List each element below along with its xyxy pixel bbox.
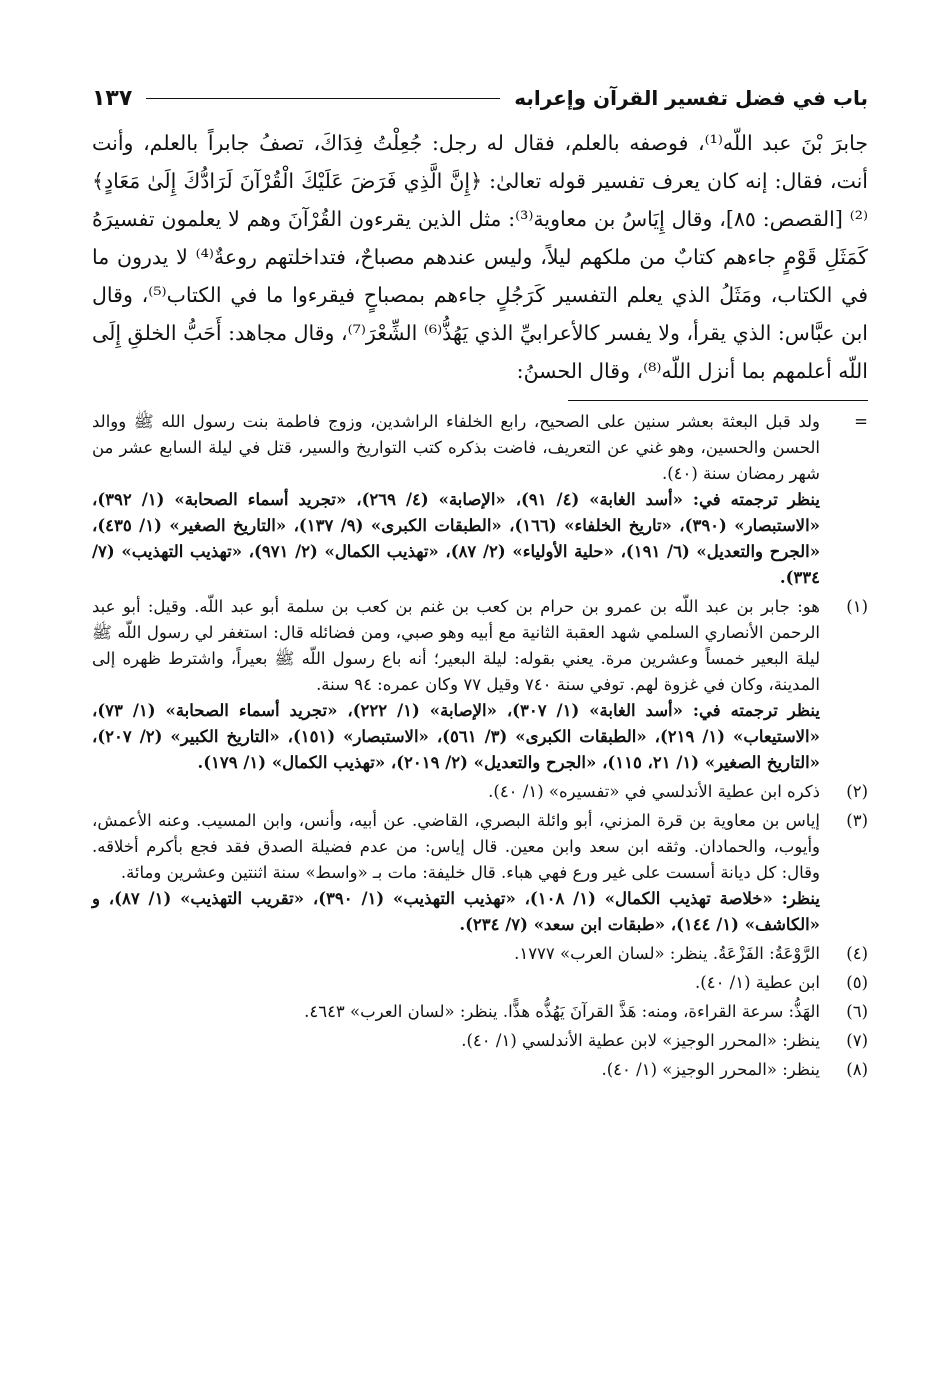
footnote-marker: (٣): [846, 811, 868, 830]
footnote-marker: (١): [846, 597, 868, 616]
footnote-text: ينظر: «المحرر الوجيز» (١/ ٤٠).: [601, 1060, 820, 1079]
footnote-continued: [92, 409, 868, 591]
footnote-3: [92, 808, 868, 938]
footnote-text: الرَّوْعَةُ: الفَزْعَةُ. ينظر: «لسان العرب» ١٧٧٧.: [514, 944, 820, 963]
footnote-marker: (٢): [846, 782, 868, 801]
footnote-references: ينظر: «خلاصة تهذيب الكمال» (١/ ١٠٨)، «تهذيب التهذيب» (١/ ٣٩٠)، «تقريب التهذيب» (١/ ٨٧)، و «الكاشف» (١/ ١٤٤)، «طبقات ابن سعد» (٧/ ٢٣٤).: [92, 889, 821, 934]
footnote-7: [92, 1028, 868, 1054]
page-number: ١٣٧: [92, 85, 133, 111]
footnotes: [92, 409, 868, 1083]
footnote-5: [92, 970, 868, 996]
footnote-separator: [568, 400, 868, 401]
footnote-marker: =: [854, 412, 868, 431]
footnote-marker: (٤): [846, 944, 868, 963]
footnote-text: إياس بن معاوية بن قرة المزني، أبو وائلة البصري، القاضي. عن أبيه، وأنس، وابن المسيب. وعنه الأعمش، وأيوب، والحمادان. وثقه ابن سعد وابن معين. قال إياس: من عدم فضيلة الصدق فقد فجع بأكرم أخلاقه. وقال: كل ديانة أسست على غير ورع فهي هباء. قال خليفة: مات بـ «واسط» سنة اثنتين وعشرين ومائة.: [92, 811, 820, 882]
footnote-text: ينظر: «المحرر الوجيز» لابن عطية الأندلسي (١/ ٤٠).: [461, 1031, 820, 1050]
footnote-text: الهَذُّ: سرعة القراءة، ومنه: هَذَّ القرآنَ يَهُذُّه هذًّا. ينظر: «لسان العرب» ٤٦٤٣.: [304, 1002, 820, 1021]
footnote-1: [92, 594, 868, 776]
footnote-6: [92, 999, 868, 1025]
footnote-4: [92, 941, 868, 967]
footnote-2: [92, 779, 868, 805]
main-text: [92, 124, 868, 390]
page-header: [92, 80, 868, 116]
running-title: باب في فضل تفسير القرآن وإعرابه: [514, 86, 868, 110]
footnote-references: ينظر ترجمته في: «أسد الغابة» (١/ ٣٠٧)، «الإصابة» (١/ ٢٢٢)، «تجريد أسماء الصحابة» (١/ ٧٣)، «الاستيعاب» (١/ ٢١٩)، «الطبقات الكبرى» (٣/ ٥٦١)، «الاستبصار» (١٥١)، «التاريخ الكبير» (٢/ ٢٠٧)، «التاريخ الصغير» (١/ ٢١، ١١٥)، «الجرح والتعديل» (٢/ ٢٠١٩)، «تهذيب الكمال» (١/ ١٧٩).: [92, 701, 821, 772]
footnote-text: ولد قبل البعثة بعشر سنين على الصحيح، رابع الخلفاء الراشدين، وزوج فاطمة بنت رسول الله ﷺ ووالد الحسن والحسين، وهو غني عن التعريف، فاضت بذكره كتب التواريخ والسير، قتل في ليلة السابع عشر من شهر رمضان سنة (٤٠).: [92, 412, 820, 483]
book-page: [92, 80, 868, 1086]
body-paragraph: جابرَ بْنَ عبد اللّه⁽¹⁾، فوصفه بالعلم، فقال له رجل: جُعِلْتُ فِدَاكَ، تصفُ جابراً بالعلم، وأنت أنت، فقال: إنه كان يعرف تفسير قوله تعالىٰ: ﴿إِنَّ الَّذِي فَرَضَ عَلَيْكَ الْقُرْآنَ لَرَادُّكَ إِلَىٰ مَعَادٍ﴾⁽²⁾ [القصص: ٨٥]، وقال إِيَاسُ بن معاوية⁽³⁾: مثل الذين يقرءون القُرْآنَ وهم لا يعلمون تفسيرَهُ كَمَثَلِ قَوْمٍ جاءهم كتابٌ من ملكهم ليلاً، وليس عندهم مصباحٌ، فتداخلتهم روعةٌ⁽⁴⁾ لا يدرون ما في الكتاب، ومَثَلُ الذي يعلم التفسير كَرَجُلٍ جاءهم بمصباحٍ فيقرءوا ما في الكتاب⁽⁵⁾، وقال ابن عبَّاس: الذي يقرأ، ولا يفسر كالأعرابيِّ الذي يَهُذُّ⁽⁶⁾ الشِّعْرَ⁽⁷⁾، وقال مجاهد: أَحَبُّ الخلقِ إِلَى اللّه أعلمهم بما أنزل اللّه⁽⁸⁾، وقال الحسنُ:: [92, 131, 869, 383]
footnote-marker: (٦): [846, 1002, 868, 1021]
header-rule: [146, 98, 500, 99]
footnote-marker: (٨): [846, 1060, 868, 1079]
footnote-marker: (٧): [846, 1031, 868, 1050]
footnote-text: هو: جابر بن عبد اللّه بن عمرو بن حرام بن كعب بن غنم بن كعب بن سلمة أبو عبد اللّه. وقيل: أبو عبد الرحمن الأنصاري السلمي شهد العقبة الثانية مع أبيه وهو صبي، ومن فضائله قال: استغفر لي رسول اللّه ﷺ ليلة البعير خمساً وعشرين مرة. يعني بقوله: ليلة البعير؛ أنه باع رسول اللّه ﷺ بعيراً، واشترط ظهره إلى المدينة، وكان في غزوة لهم. توفي سنة ٧٤٠ وقيل ٧٧ وكان عمره: ٩٤ سنة.: [92, 597, 820, 694]
footnote-marker: (٥): [846, 973, 868, 992]
footnote-references: ينظر ترجمته في: «أسد الغابة» (٤/ ٩١)، «الإصابة» (٤/ ٢٦٩)، «تجريد أسماء الصحابة» (١/ ٣٩٢)، «الاستبصار» (٣٩٠)، «تاريخ الخلفاء» (١٦٦)، «الطبقات الكبرى» (٩/ ١٣٧)، «التاريخ الصغير» (١/ ٤٣٥)، «الجرح والتعديل» (٦/ ١٩١)، «حلية الأولياء» (٢/ ٨٧)، «تهذيب الكمال» (٢/ ٩٧١)، «تهذيب التهذيب» (٧/ ٣٣٤).: [92, 490, 821, 587]
footnote-8: [92, 1057, 868, 1083]
footnote-text: ذكره ابن عطية الأندلسي في «تفسيره» (١/ ٤٠).: [488, 782, 820, 801]
footnote-text: ابن عطية (١/ ٤٠).: [695, 973, 820, 992]
